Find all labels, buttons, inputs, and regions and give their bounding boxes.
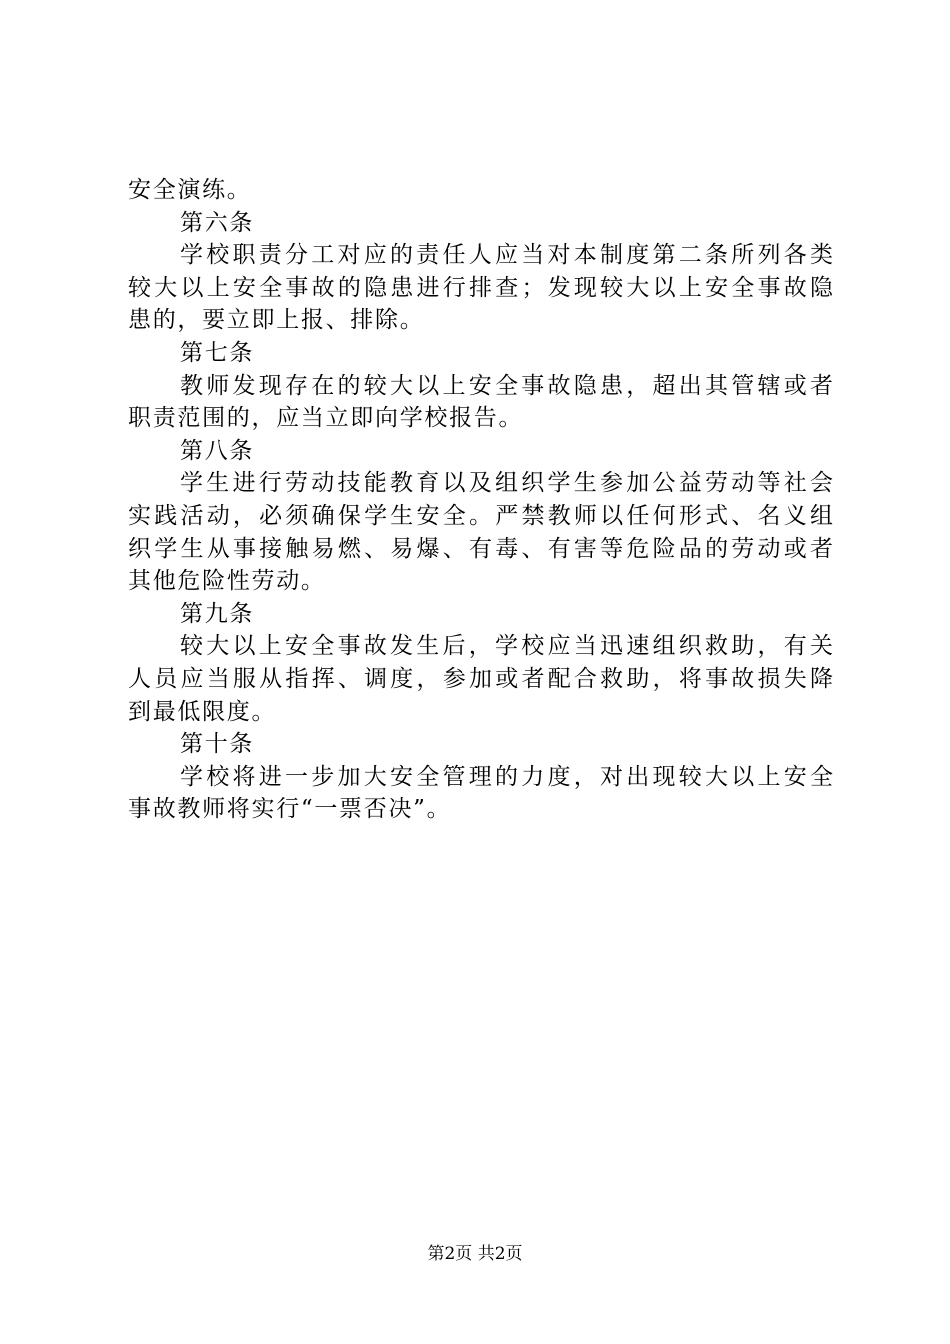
text-line: 第八条 (180, 437, 255, 464)
text-line: 职责范围的，应当立即向学校报告。 (128, 405, 524, 432)
text-line: 安全演练。 (128, 177, 252, 203)
text-line: 第七条 (180, 339, 255, 366)
text-line: 第十条 (180, 731, 255, 758)
text-line: 织学生从事接触易燃、易爆、有毒、有害等危险品的劳动或者 (128, 535, 833, 562)
document-body (128, 174, 833, 826)
text-line: 较大以上安全事故的隐患进行排查；发现较大以上安全事故隐 (128, 274, 833, 301)
text-line: 事故教师将实行“一票否决”。 (128, 796, 452, 823)
text-line: 其他危险性劳动。 (128, 568, 326, 595)
text-line: 第九条 (180, 600, 255, 627)
text-line: 学校职责分工对应的责任人应当对本制度第二条所列各类 (180, 242, 833, 269)
page-footer: 第2页 共2页 (427, 1244, 523, 1264)
text-line: 学生进行劳动技能教育以及组织学生参加公益劳动等社会 (180, 470, 833, 497)
text-line: 人员应当服从指挥、调度，参加或者配合救助，将事故损失降 (128, 665, 833, 692)
text-line: 到最低限度。 (128, 698, 277, 725)
text-line: 患的，要立即上报、排除。 (128, 307, 425, 334)
text-line: 学校将进一步加大安全管理的力度，对出现较大以上安全 (180, 763, 833, 790)
text-line: 第六条 (180, 209, 255, 236)
text-line: 实践活动，必须确保学生安全。严禁教师以任何形式、名义组 (128, 502, 833, 529)
text-line: 较大以上安全事故发生后，学校应当迅速组织救助，有关 (180, 633, 833, 660)
text-line: 教师发现存在的较大以上安全事故隐患，超出其管辖或者 (180, 372, 833, 399)
